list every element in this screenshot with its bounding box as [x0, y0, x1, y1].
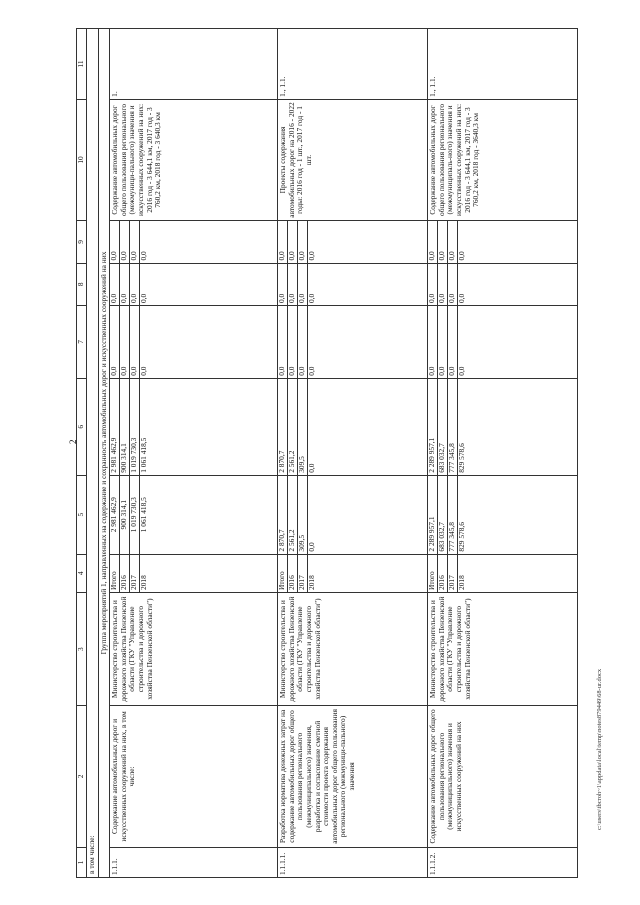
- col-header-11: 11: [77, 29, 87, 100]
- group-title: Группа мероприятий 1, направленных на содержание и сохранность автомобильных дорог и искусственных сооружений на них: [98, 29, 110, 878]
- measures-table: [76, 28, 578, 878]
- value: 0,0: [307, 542, 317, 552]
- value: 0,0: [288, 221, 298, 262]
- value: 0,0: [448, 306, 458, 378]
- value: 777 345,8: [448, 476, 458, 554]
- value: 0,0: [139, 293, 149, 303]
- value: 0,0: [120, 264, 130, 305]
- value: 2 561,2: [288, 379, 298, 475]
- value: 829 578,6: [457, 443, 467, 473]
- value: 0,0: [110, 264, 120, 305]
- table-row: [428, 29, 578, 878]
- years-cell: [110, 554, 278, 592]
- value: 0,0: [130, 221, 140, 262]
- value: 0,0: [130, 306, 140, 378]
- measure-name: Содержание автомобильных дорог и искусственных сооружений на них, в том числе:: [110, 706, 278, 848]
- col-header-7: 7: [77, 305, 87, 378]
- regional-funding-cell: [110, 378, 278, 475]
- executor: Министерство строительства и дорожного хозяйства Пензенской области (ГКУ "Управление строительства и дорожного хозяйства Пензенской области"): [428, 593, 578, 706]
- value: 0,0: [457, 293, 467, 303]
- total-funding-cell: [278, 475, 428, 554]
- value: 2 870,7: [278, 379, 288, 475]
- value: 309,5: [298, 379, 308, 475]
- value: 0,0: [428, 221, 438, 262]
- col9-cell: [278, 221, 428, 263]
- year-label: 2018: [307, 575, 317, 590]
- col-header-10: 10: [77, 99, 87, 220]
- reference: 1.: [110, 29, 278, 100]
- years-cell: [428, 554, 578, 592]
- year-label: 2018: [139, 575, 149, 590]
- value: 0,0: [298, 306, 308, 378]
- value: 0,0: [120, 306, 130, 378]
- measure-name: Разработка норматива денежных затрат на содержание автомобильных дорог общего пользования регионального (межмуниципального) значения, разработка и согласование сметной стоимости проекта содержания автомобильных дорог общего пользования регионального (межмуници-пального) значения: [278, 706, 428, 848]
- reference: 1., 1.1.: [428, 29, 578, 100]
- col-header-2: 2: [77, 706, 87, 848]
- value: 2 561,2: [288, 476, 298, 554]
- value: 2 870,7: [278, 476, 288, 554]
- document-table-area: [76, 28, 631, 878]
- value: 0,0: [428, 306, 438, 378]
- year-label: 2017: [130, 555, 140, 592]
- col-header-5: 5: [77, 475, 87, 554]
- years-cell: [278, 554, 428, 592]
- value: 683 032,7: [438, 476, 448, 554]
- col-header-4: 4: [77, 554, 87, 592]
- reference: 1., 1.1.: [278, 29, 428, 100]
- executor: Министерство строительства и дорожного хозяйства Пензенской области (ГКУ "Управление строительства и дорожного хозяйства Пензенской области"): [110, 593, 278, 706]
- page-number: 2: [68, 439, 78, 444]
- year-label: 2017: [448, 555, 458, 592]
- in-total-label: в том числе:: [87, 29, 99, 878]
- value: 0,0: [457, 251, 467, 261]
- col-header-1: 1: [77, 847, 87, 877]
- row-number: 1.1.1.1.: [278, 847, 428, 877]
- year-label: Итого: [428, 555, 438, 592]
- value: 777 345,8: [448, 379, 458, 475]
- value: 829 578,6: [457, 522, 467, 552]
- col-header-6: 6: [77, 378, 87, 475]
- value: 900 314,1: [120, 476, 130, 554]
- year-label: 2016: [438, 555, 448, 592]
- row-number: 1.1.1.2.: [428, 847, 578, 877]
- value: 0,0: [278, 221, 288, 262]
- value: 309,5: [298, 476, 308, 554]
- value: 0,0: [438, 264, 448, 305]
- file-path-footer: c:\users\tbcroh~1\appdata\local\temp\notes879449\68-ur.docx: [596, 668, 603, 830]
- table-row: [110, 29, 278, 878]
- result-indicator: Содержание автомобильных дорог общего пользования регионального (межмуници-пального) значения и искусственных сооружений на них: 2016 год - 3 644,1 км, 2017 год - 3 760,2 км, 2018 год - 3 640,3 км: [110, 99, 278, 220]
- value: 1 061 418,5: [139, 497, 149, 533]
- value: 0,0: [288, 264, 298, 305]
- col7-cell: [428, 305, 578, 378]
- value: 0,0: [307, 293, 317, 303]
- value: 0,0: [278, 306, 288, 378]
- year-label: 2016: [288, 555, 298, 592]
- value: 0,0: [457, 366, 467, 376]
- col7-cell: [278, 305, 428, 378]
- col8-cell: [110, 263, 278, 305]
- column-number-row: [77, 29, 87, 878]
- result-indicator: Проекты содержания автомобильных дорог на 2016 - 2022 годы: 2016 год - 1 шт., 2017 год - 1 шт.: [278, 99, 428, 220]
- col-header-8: 8: [77, 263, 87, 305]
- value: 0,0: [120, 221, 130, 262]
- value: 0,0: [307, 366, 317, 376]
- table-row: [278, 29, 428, 878]
- value: 1 019 730,3: [130, 476, 140, 554]
- col9-cell: [110, 221, 278, 263]
- value: 0,0: [298, 221, 308, 262]
- regional-funding-cell: [278, 378, 428, 475]
- value: 900 314,1: [120, 379, 130, 475]
- value: 0,0: [110, 306, 120, 378]
- total-funding-cell: [428, 475, 578, 554]
- col-header-3: 3: [77, 593, 87, 706]
- value: 0,0: [110, 221, 120, 262]
- value: 1 019 730,3: [130, 379, 140, 475]
- executor: Министерство строительства и дорожного хозяйства Пензенской области (ГКУ "Управление строительства и дорожного хозяйства Пензенской области"): [278, 593, 428, 706]
- year-label: 2018: [457, 575, 467, 590]
- col9-cell: [428, 221, 578, 263]
- value: 1 061 418,5: [139, 437, 149, 473]
- value: 2 981 462,9: [110, 379, 120, 475]
- in-total-row: [87, 29, 99, 878]
- year-label: Итого: [110, 555, 120, 592]
- value: 0,0: [130, 264, 140, 305]
- year-label: 2016: [120, 555, 130, 592]
- value: 0,0: [428, 264, 438, 305]
- measure-name: Содержание автомобильных дорог общего пользования регионального (межмуниципального) значения и искусственных сооружений на них: [428, 706, 578, 848]
- total-funding-cell: [110, 475, 278, 554]
- value: 0,0: [307, 463, 317, 473]
- value: 683 032,7: [438, 379, 448, 475]
- value: 0,0: [139, 366, 149, 376]
- group-title-row: [98, 29, 110, 878]
- regional-funding-cell: [428, 378, 578, 475]
- value: 0,0: [448, 264, 458, 305]
- value: 0,0: [139, 251, 149, 261]
- value: 2 981 462,9: [110, 476, 120, 554]
- value: 2 289 957,1: [428, 476, 438, 554]
- value: 0,0: [438, 306, 448, 378]
- col8-cell: [428, 263, 578, 305]
- year-label: Итого: [278, 555, 288, 592]
- value: 0,0: [307, 251, 317, 261]
- result-indicator: Содержание автомобильных дорог общего пользования регионального (межмуниципаль-ного) значения и искусственных сооружений на них: 2016 год - 3 644,1 км, 2017 год - 3 760,2 км, 2018 год - 3640,3 км: [428, 99, 578, 220]
- value: 0,0: [288, 306, 298, 378]
- value: 0,0: [448, 221, 458, 262]
- value: 0,0: [298, 264, 308, 305]
- value: 0,0: [438, 221, 448, 262]
- col8-cell: [278, 263, 428, 305]
- value: 0,0: [278, 264, 288, 305]
- col-header-9: 9: [77, 221, 87, 263]
- year-label: 2017: [298, 555, 308, 592]
- value: 2 289 957,1: [428, 379, 438, 475]
- row-number: 1.1.1.: [110, 847, 278, 877]
- col7-cell: [110, 305, 278, 378]
